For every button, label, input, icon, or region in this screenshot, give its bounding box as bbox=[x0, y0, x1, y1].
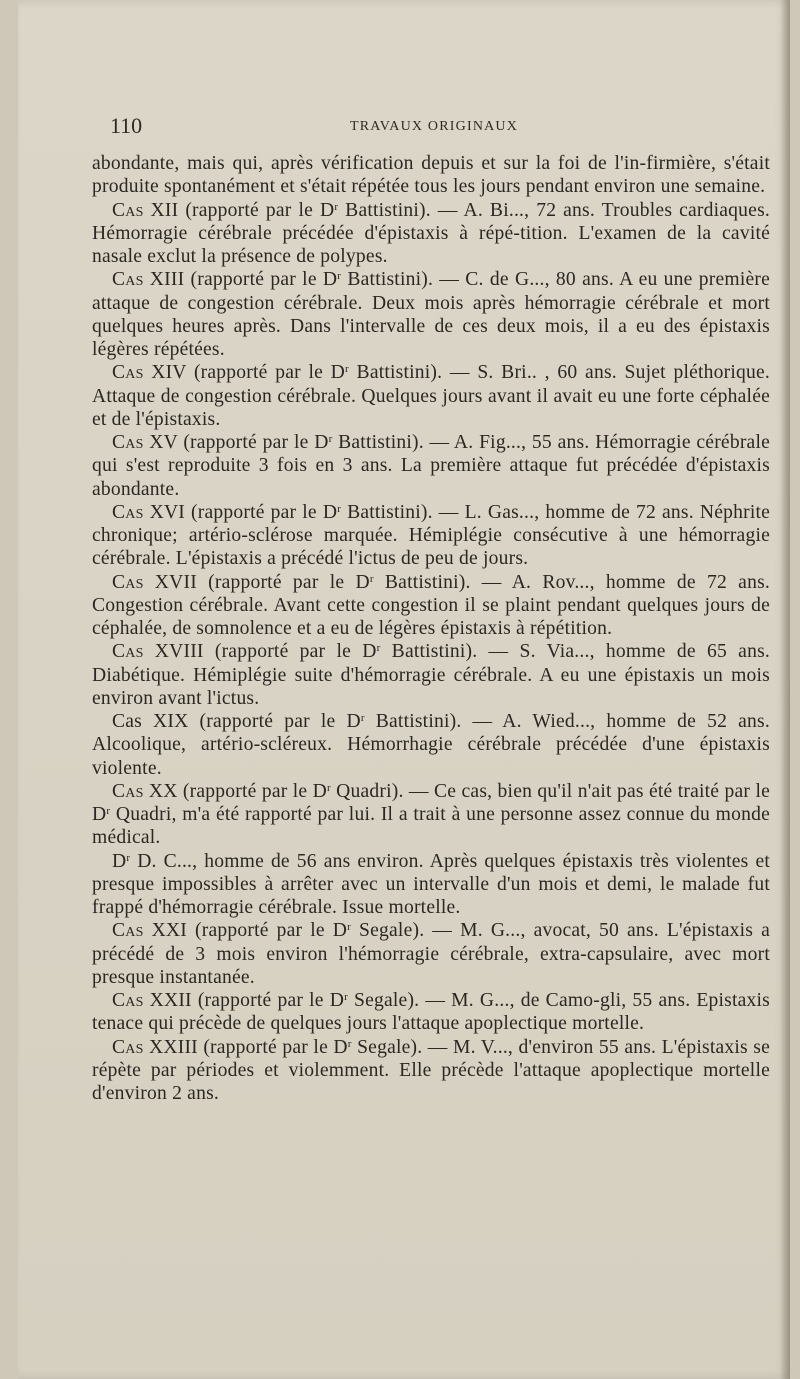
paragraph-case-xiii: Cas XIII (rapporté par le $D^r$ Battistini). — C. de G..., 80 ans. A eu une première attaque de congestion cérébrale. Deux mois après hémorragie cérébrale et mort quelques heures après. Dans l'intervalle de ces deux mois, il a eu des épistaxis légères répétées. bbox=[92, 269, 770, 360]
page-number: 110 bbox=[110, 113, 143, 138]
running-title: TRAVAUX ORIGINAUX bbox=[350, 119, 519, 134]
paragraph-case-xx: Cas XX (rapporté par le $D^r$ Quadri). — Ce cas, bien qu'il n'ait pas été traité par le $D^r$ Quadri, m'a été rapporté par lui. Il a trait à une personne assez connue du monde médical. bbox=[92, 780, 770, 849]
paragraph-case-xxiii: Cas XXIII (rapporté par le $D^r$ Segale). — M. V..., d'environ 55 ans. L'épistaxis se répète par périodes et violemment. Elle précède l'attaque apoplectique mortelle d'environ 2 ans. bbox=[92, 1036, 770, 1104]
paragraph-case-xix: Cas XIX (rapporté par le $D^r$ Battistini). — A. Wied..., homme de 52 ans. Alcoolique, artério-scléreux. Hémorrhagie cérébrale précédée d'une épistaxis violente. bbox=[92, 711, 770, 779]
paragraph-case-xiv: Cas XIV (rapporté par le $D^r$ Battistini). — S. Bri.. , 60 ans. Sujet pléthorique. Attaque de congestion cérébrale. Quelques jours avant il avait eu une forte céphalée et de l'épistaxis. bbox=[92, 362, 770, 430]
page-gutter-shadow bbox=[780, 0, 790, 1379]
paragraph-case-xviii: Cas XVIII (rapporté par le $D^r$ Battistini). — S. Via..., homme de 65 ans. Diabétique. Hémiplégie suite d'hémorragie cérébrale. A eu une épistaxis un mois environ avant l'ictus. bbox=[92, 641, 770, 709]
paragraph-dr-dc: $D^r$ D. C..., homme de 56 ans environ. Après quelques épistaxis très violentes et presque impossibles à arrêter avec un intervalle d'un mois et demi, le malade fut frappé d'hémorragie cérébrale. Issue mortelle. bbox=[92, 850, 770, 918]
body-text bbox=[92, 152, 770, 1105]
paragraph-continuation: abondante, mais qui, après vérification depuis et sur la foi de l'in-firmière, s'était produite spontanément et s'était répétée tous les jours pendant environ une semaine. bbox=[92, 153, 770, 198]
paragraph-case-xii: Cas XII (rapporté par le $D^r$ Battistini). — A. Bi..., 72 ans. Troubles cardiaques. Hémorragie cérébrale précédée d'épistaxis à répé-tition. L'examen de la cavité nasale exclut la présence de polypes. bbox=[92, 199, 770, 267]
page-header bbox=[92, 113, 772, 141]
paragraph-case-xv: Cas XV (rapporté par le $D^r$ Battistini). — A. Fig..., 55 ans. Hémorragie cérébrale qui s'est reproduite 3 fois en 3 ans. La première attaque fut précédée d'épistaxis abondante. bbox=[92, 432, 770, 500]
paragraph-case-xvi: Cas XVI (rapporté par le $D^r$ Battistini). — L. Gas..., homme de 72 ans. Néphrite chronique; artério-sclérose marquée. Hémiplégie consécutive à une hémorragie cérébrale. L'épistaxis a précédé l'ictus de peu de jours. bbox=[92, 501, 770, 570]
paragraph-case-xxi: Cas XXI (rapporté par le $D^r$ Segale). — M. G..., avocat, 50 ans. L'épistaxis a précédé de 3 mois environ l'hémorragie cérébrale, extra-capsulaire, avec mort presque instantanée. bbox=[92, 920, 771, 988]
paragraph-case-xvii: Cas XVII (rapporté par le $D^r$ Battistini). — A. Rov..., homme de 72 ans. Congestion cérébrale. Avant cette congestion il se plaint pendant quelques jours de céphalée, de somnolence et a eu de légères épistaxis à répétition. bbox=[92, 571, 770, 639]
paragraph-case-xxii: Cas XXII (rapporté par le $D^r$ Segale). — M. G..., de Camo-gli, 55 ans. Epistaxis tenace qui précède de quelques jours l'attaque apoplectique mortelle. bbox=[92, 990, 770, 1035]
